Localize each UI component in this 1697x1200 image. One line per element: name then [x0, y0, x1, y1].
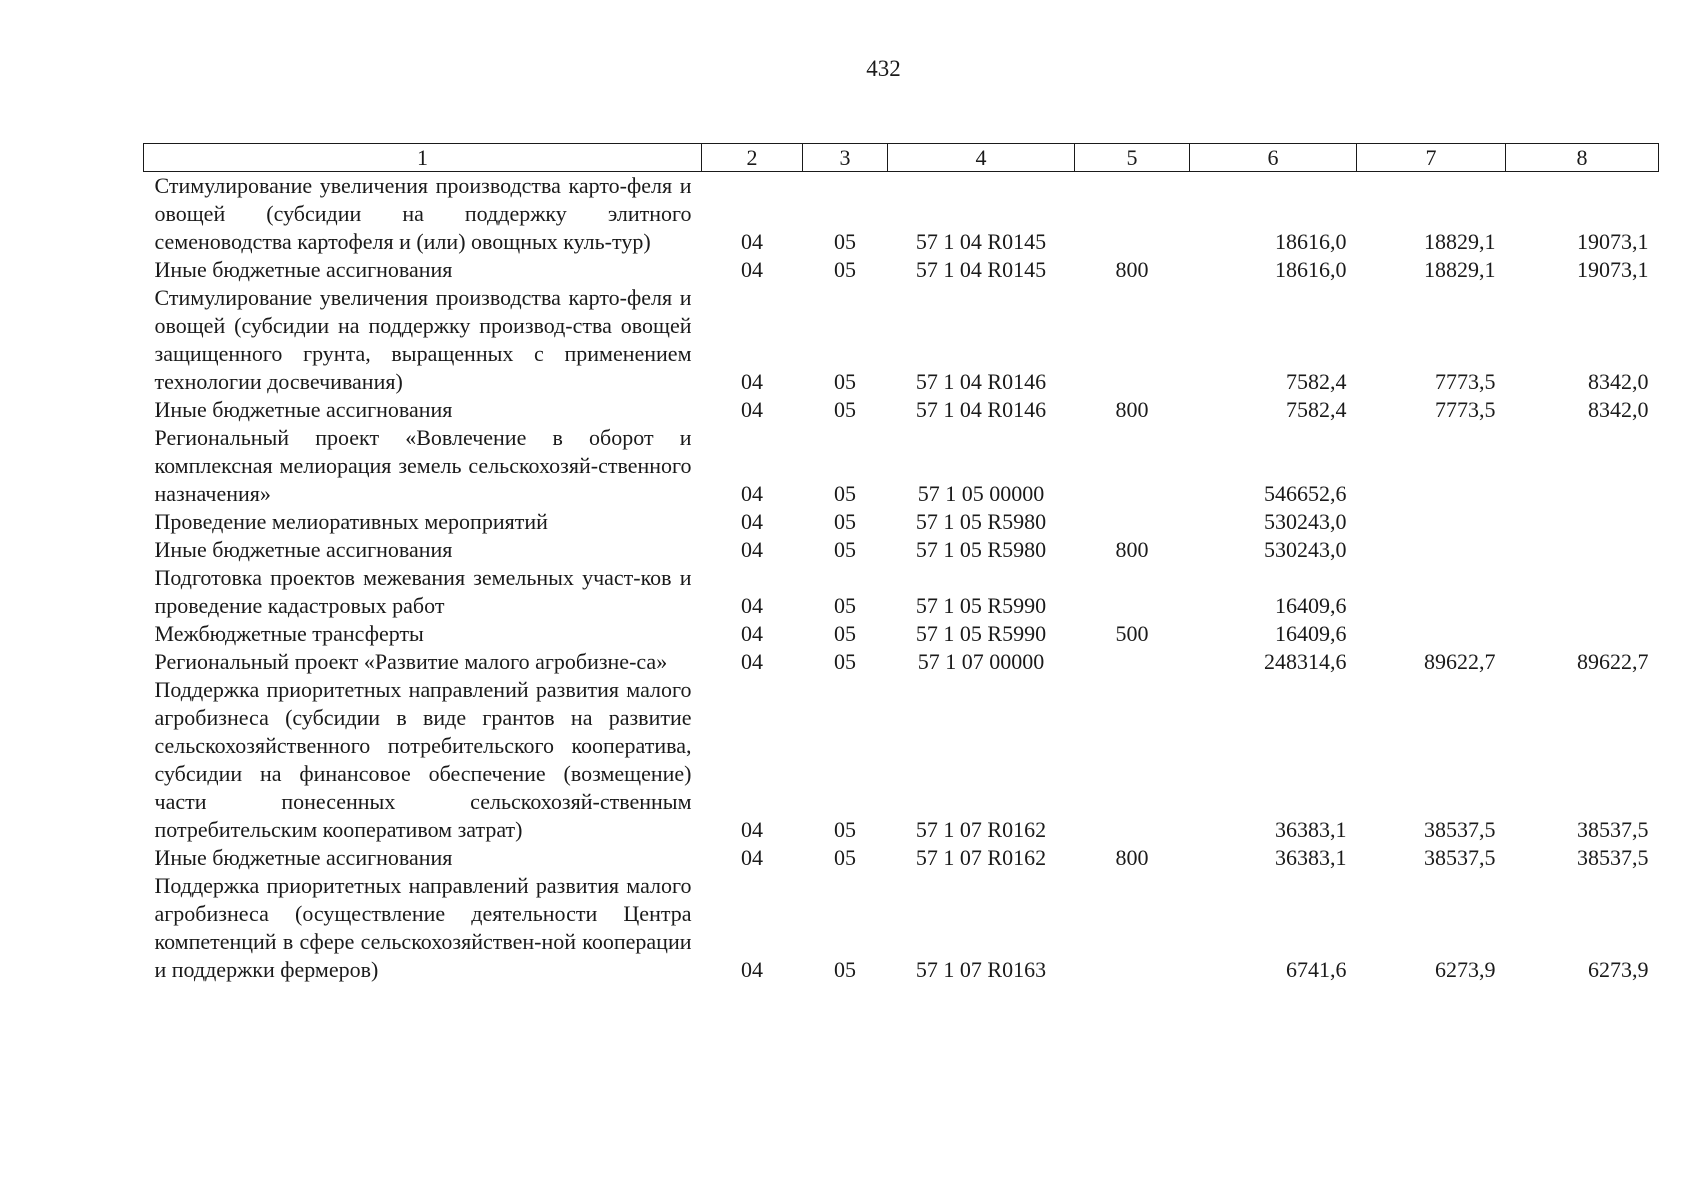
- amount-col-6: 36383,1: [1275, 845, 1347, 870]
- amount-col-6: 16409,6: [1275, 593, 1347, 618]
- amount-col-8: 8342,0: [1588, 397, 1649, 422]
- item-name: Иные бюджетные ассигнования: [154, 257, 453, 282]
- target-article-code: 57 1 05 R5980: [915, 509, 1047, 534]
- subsection-code: 05: [834, 593, 856, 618]
- subsection-code: 05: [834, 509, 856, 534]
- amount-col-6: 16409,6: [1275, 621, 1347, 646]
- item-name: Региональный проект «Развитие малого агробизне-са»: [154, 649, 668, 674]
- amount-col-7: [1357, 508, 1506, 536]
- table-row: [144, 844, 1659, 872]
- table-row: [144, 536, 1659, 564]
- expense-type-code: [1075, 648, 1190, 676]
- item-name: Иные бюджетные ассигнования: [154, 537, 453, 562]
- item-name: Поддержка приоритетных направлений развития малого агробизнеса (осуществление деятельности Центра компетенций в сфере сельскохозяйствен-ной кооперации и поддержки фермеров): [154, 873, 692, 982]
- expense-type-code: [1075, 172, 1190, 257]
- amount-col-8: 8342,0: [1588, 369, 1649, 394]
- table-row: [144, 872, 1659, 984]
- amount-col-7: 7773,5: [1435, 369, 1496, 394]
- table-row: [144, 256, 1659, 284]
- item-name: Стимулирование увеличения производства карто-феля и овощей (субсидии на поддержку элитного семеноводства картофеля и (или) овощных куль-тур): [154, 173, 692, 254]
- table-row: [144, 284, 1659, 396]
- item-name: Стимулирование увеличения производства карто-феля и овощей (субсидии на поддержку производ-ства овощей защищенного грунта, выращенных с применением технологии досвечивания): [154, 285, 692, 394]
- target-article-code: 57 1 05 00000: [917, 481, 1045, 506]
- section-code: 04: [741, 509, 763, 534]
- item-name: Проведение мелиоративных мероприятий: [154, 509, 548, 534]
- item-name: Иные бюджетные ассигнования: [154, 845, 453, 870]
- amount-col-7: 38537,5: [1424, 817, 1496, 842]
- amount-col-8: 89622,7: [1577, 649, 1649, 674]
- expense-type-code: [1075, 872, 1190, 984]
- target-article-code: 57 1 07 R0163: [915, 957, 1047, 982]
- section-code: 04: [741, 817, 763, 842]
- amount-col-8: [1506, 620, 1659, 648]
- table-row: [144, 676, 1659, 844]
- amount-col-7: 6273,9: [1435, 957, 1496, 982]
- section-code: 04: [741, 649, 763, 674]
- subsection-code: 05: [834, 621, 856, 646]
- section-code: 04: [741, 957, 763, 982]
- amount-col-8: [1506, 508, 1659, 536]
- expense-type-code: 800: [1115, 257, 1149, 282]
- amount-col-6: 36383,1: [1275, 817, 1347, 842]
- amount-col-7: [1357, 564, 1506, 620]
- expense-type-code: [1075, 564, 1190, 620]
- amount-col-7: 38537,5: [1424, 845, 1496, 870]
- target-article-code: 57 1 04 R0145: [915, 229, 1047, 254]
- table-row: [144, 396, 1659, 424]
- amount-col-7: [1357, 424, 1506, 508]
- subsection-code: 05: [834, 229, 856, 254]
- amount-col-7: [1357, 620, 1506, 648]
- header-row: [144, 144, 1659, 172]
- amount-col-6: 7582,4: [1286, 397, 1347, 422]
- column-header-5: 5: [1075, 144, 1190, 172]
- section-code: 04: [741, 397, 763, 422]
- item-name: Иные бюджетные ассигнования: [154, 397, 453, 422]
- item-name: Региональный проект «Вовлечение в оборот и комплексная мелиорация земель сельскохозяй-ственного назначения»: [154, 425, 692, 506]
- section-code: 04: [741, 845, 763, 870]
- section-code: 04: [741, 621, 763, 646]
- subsection-code: 05: [834, 817, 856, 842]
- amount-col-7: [1357, 536, 1506, 564]
- table-row: [144, 424, 1659, 508]
- amount-col-8: [1506, 424, 1659, 508]
- expense-type-code: 500: [1115, 621, 1149, 646]
- subsection-code: 05: [834, 369, 856, 394]
- target-article-code: 57 1 07 R0162: [915, 817, 1047, 842]
- table-row: [144, 564, 1659, 620]
- subsection-code: 05: [834, 957, 856, 982]
- subsection-code: 05: [834, 649, 856, 674]
- column-header-6: 6: [1190, 144, 1357, 172]
- section-code: 04: [741, 537, 763, 562]
- amount-col-8: 38537,5: [1577, 845, 1649, 870]
- amount-col-8: 6273,9: [1588, 957, 1649, 982]
- section-code: 04: [741, 369, 763, 394]
- section-code: 04: [741, 257, 763, 282]
- target-article-code: 57 1 07 R0162: [915, 845, 1047, 870]
- table-row: [144, 172, 1659, 257]
- amount-col-6: 546652,6: [1264, 481, 1347, 506]
- amount-col-6: 7582,4: [1286, 369, 1347, 394]
- target-article-code: 57 1 07 00000: [917, 649, 1045, 674]
- subsection-code: 05: [834, 537, 856, 562]
- table-row: [144, 620, 1659, 648]
- table-row: [144, 508, 1659, 536]
- amount-col-6: 18616,0: [1275, 229, 1347, 254]
- expense-type-code: 800: [1115, 537, 1149, 562]
- amount-col-6: 530243,0: [1264, 537, 1347, 562]
- expense-type-code: 800: [1115, 845, 1149, 870]
- amount-col-8: 19073,1: [1577, 229, 1649, 254]
- section-code: 04: [741, 481, 763, 506]
- amount-col-7: 18829,1: [1424, 229, 1496, 254]
- amount-col-8: 19073,1: [1577, 257, 1649, 282]
- item-name: Межбюджетные трансферты: [154, 621, 424, 646]
- page-number: 432: [866, 56, 901, 81]
- target-article-code: 57 1 05 R5980: [915, 537, 1047, 562]
- amount-col-7: 89622,7: [1424, 649, 1496, 674]
- expense-type-code: [1075, 284, 1190, 396]
- target-article-code: 57 1 04 R0145: [915, 257, 1047, 282]
- target-article-code: 57 1 04 R0146: [915, 397, 1047, 422]
- column-header-7: 7: [1357, 144, 1506, 172]
- amount-col-6: 18616,0: [1275, 257, 1347, 282]
- expense-type-code: [1075, 508, 1190, 536]
- subsection-code: 05: [834, 481, 856, 506]
- amount-col-7: 18829,1: [1424, 257, 1496, 282]
- item-name: Поддержка приоритетных направлений развития малого агробизнеса (субсидии в виде грантов на развитие сельскохозяйственного потребительского кооператива, субсидии на финансовое обеспечение (возмещение) части понесенных сельскохозяй-ственным потребительским кооперативом затрат): [154, 677, 692, 842]
- amount-col-6: 530243,0: [1264, 509, 1347, 534]
- amount-col-7: 7773,5: [1435, 397, 1496, 422]
- target-article-code: 57 1 04 R0146: [915, 369, 1047, 394]
- amount-col-8: [1506, 536, 1659, 564]
- amount-col-6: 6741,6: [1286, 957, 1347, 982]
- subsection-code: 05: [834, 397, 856, 422]
- subsection-code: 05: [834, 845, 856, 870]
- expense-type-code: [1075, 424, 1190, 508]
- section-code: 04: [741, 229, 763, 254]
- column-header-8: 8: [1506, 144, 1659, 172]
- item-name: Подготовка проектов межевания земельных участ-ков и проведение кадастровых работ: [154, 565, 692, 618]
- subsection-code: 05: [834, 257, 856, 282]
- column-header-2: 2: [702, 144, 803, 172]
- budget-table: [143, 143, 1659, 984]
- column-header-4: 4: [888, 144, 1075, 172]
- expense-type-code: 800: [1115, 397, 1149, 422]
- table-row: [144, 648, 1659, 676]
- target-article-code: 57 1 05 R5990: [915, 593, 1047, 618]
- section-code: 04: [741, 593, 763, 618]
- expense-type-code: [1075, 676, 1190, 844]
- amount-col-8: [1506, 564, 1659, 620]
- column-header-3: 3: [803, 144, 888, 172]
- amount-col-6: 248314,6: [1264, 649, 1347, 674]
- target-article-code: 57 1 05 R5990: [915, 621, 1047, 646]
- column-header-1: 1: [144, 144, 702, 172]
- amount-col-8: 38537,5: [1577, 817, 1649, 842]
